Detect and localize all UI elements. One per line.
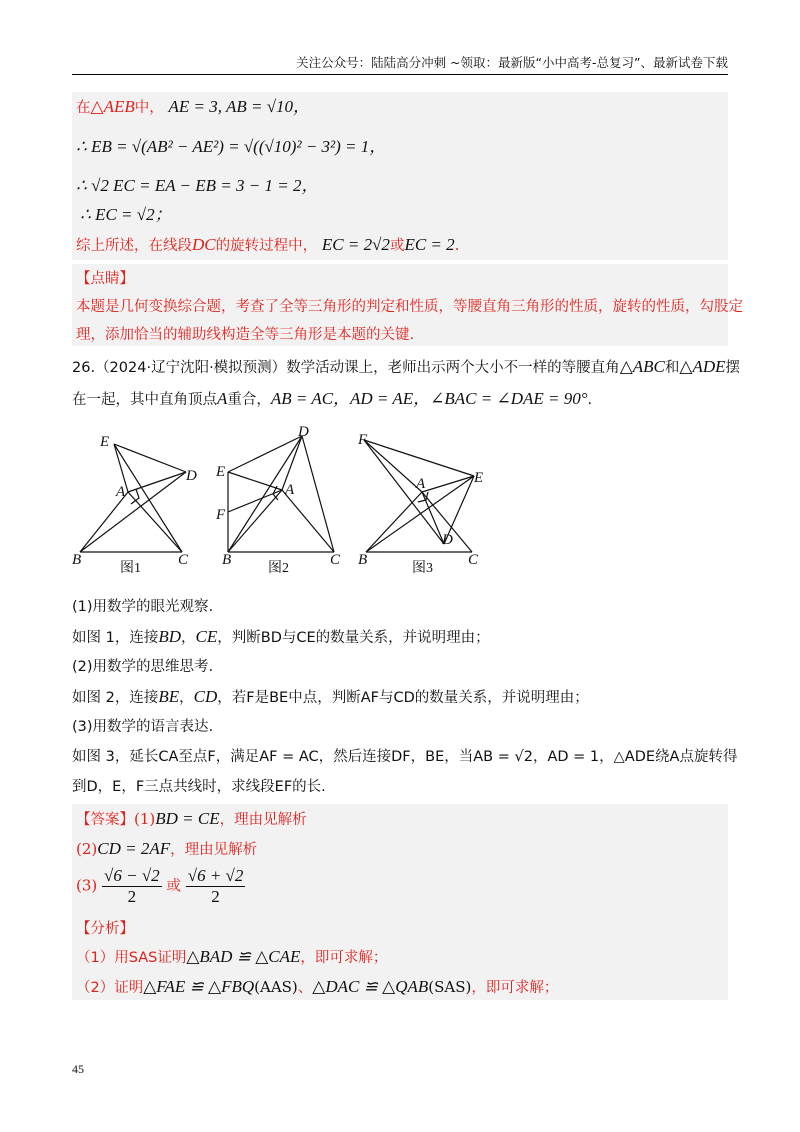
fig3-caption: 图3	[412, 561, 433, 576]
fig3-label-A: A	[416, 476, 426, 492]
fig1-caption: 图1	[120, 561, 141, 576]
fig3-label-C: C	[468, 552, 479, 568]
analysis-line-1: （1）用SAS证明△BAD ≌ △CAE，即可求解；	[76, 947, 388, 966]
q2-text: 如图 2，连接BE，CD，若F是BE中点，判断AF与CD的数量关系，并说明理由；	[72, 687, 589, 706]
solution-line-2: ∴ EB = √(AB² − AE²) = √((√10)² − 3²) = 1，	[76, 137, 387, 156]
q1-text: 如图 1，连接BD，CE，判断BD与CE的数量关系，并说明理由；	[72, 627, 490, 646]
fig2-label-D: D	[298, 424, 309, 440]
q2-title: (2)用数学的思维思考.	[72, 659, 214, 675]
comment-text-1: 本题是几何变换综合题，考查了全等三角形的判定和性质，等腰直角三角形的性质，旋转的性质，勾股定	[76, 299, 743, 315]
answer-line-2: (2)CD = 2AF，理由见解析	[76, 839, 258, 858]
answer-line-3: (3) $\frac{√6 - √2}{2}$ 或 $\frac{√6 + √2}{2}$	[76, 866, 244, 906]
solution-line-4: ∴ EC = √2；	[80, 205, 172, 224]
fig3-label-D: D	[442, 532, 453, 548]
fig3-label-E: E	[474, 470, 484, 486]
analysis-tag: 【分析】	[76, 921, 134, 937]
comment-tag: 【点睛】	[76, 271, 134, 287]
fig2-label-B: B	[222, 552, 232, 568]
fig1-label-C: C	[178, 552, 189, 568]
fig3-label-F: F	[358, 432, 368, 448]
figure-3	[356, 424, 496, 579]
analysis-line-2: （2）证明△FAE ≌ △FBQ(AAS)、△DAC ≌ △QAB(SAS)，即可求解；	[76, 977, 559, 996]
fig1-label-B: B	[72, 552, 82, 568]
q1-title: (1)用数学的眼光观察.	[72, 599, 214, 615]
answer-fraction-2: $\frac{√6 + √2}{2}$	[187, 866, 244, 906]
fig1-label-E: E	[100, 434, 110, 450]
answer-fraction-1: $\frac{√6 - √2}{2}$	[104, 866, 160, 906]
page-number: 45	[72, 1062, 84, 1076]
comment-text-2: 理，添加恰当的辅助线构造全等三角形是本题的关键.	[76, 327, 415, 343]
fig2-label-C: C	[330, 552, 341, 568]
fig3-label-B: B	[358, 552, 368, 568]
fig2-label-F: F	[216, 507, 226, 523]
fig1-label-A: A	[116, 484, 126, 500]
figure-2	[212, 424, 352, 579]
fig2-label-A: A	[285, 482, 295, 498]
figure-1	[70, 424, 200, 579]
q3-text-1: 如图 3，延长CA至点F，满足AF = AC，然后连接DF，BE，当AB = √2，AD = 1，△ADE绕A点旋转得	[72, 749, 738, 765]
fig1-label-D: D	[186, 468, 197, 484]
solution-line-3: ∴ √2 EC = EA − EB = 3 − 1 = 2，	[76, 176, 319, 195]
fig2-caption: 图2	[268, 561, 289, 576]
problem-line-1: 26.（2024·辽宁沈阳·模拟预测）数学活动课上，老师出示两个大小不一样的等腰直角△ABC和△ADE摆	[72, 357, 740, 376]
problem-line-2: 在一起，其中直角顶点A重合，AB = AC，AD = AE，∠BAC = ∠DAE = 90°.	[72, 389, 593, 408]
answer-line-1: 【答案】(1)BD = CE，理由见解析	[76, 809, 307, 828]
solution-line-1: 在△AEB中， AE = 3, AB = √10，	[76, 97, 311, 116]
q3-text-2: 到D，E，F三点共线时，求线段EF的长.	[72, 779, 326, 795]
fig2-label-E: E	[216, 464, 226, 480]
q3-title: (3)用数学的语言表达.	[72, 719, 214, 735]
page-header: 关注公众号：陆陆高分冲刺 ~领取：最新版“小中高考-总复习”、最新试卷下载	[72, 54, 728, 75]
solution-conclusion: 综上所述，在线段DC的旋转过程中， EC = 2√2或EC = 2.	[76, 235, 460, 254]
